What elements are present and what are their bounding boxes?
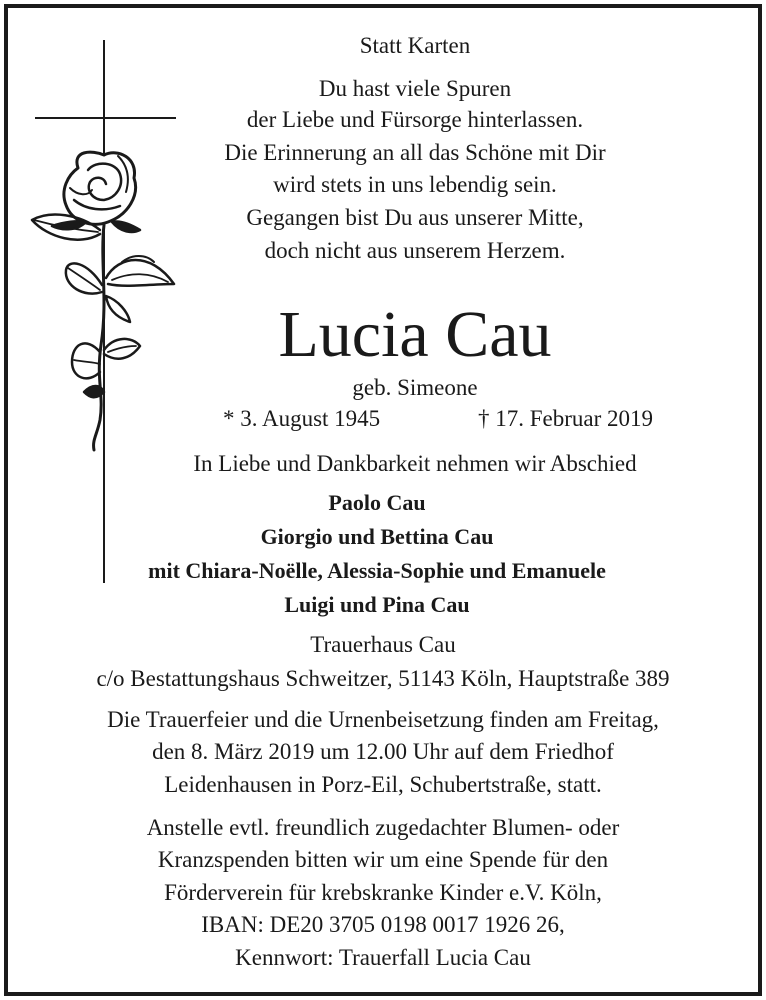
donation-line: Kennwort: Trauerfall Lucia Cau (235, 945, 531, 970)
poem-line: der Liebe und Fürsorge hinterlassen. (246, 107, 584, 132)
poem-line: Gegangen bist Du aus unserer Mitte, (246, 205, 584, 230)
deceased-name: Lucia Cau (278, 298, 552, 371)
mourner-line: mit Chiara-Noëlle, Alessia-Sophie und Emanuele (148, 558, 606, 583)
mourner-line: Giorgio und Bettina Cau (260, 524, 494, 549)
ceremony-line: den 8. März 2019 um 12.00 Uhr auf dem Friedhof (152, 739, 614, 764)
donation-line: Förderverein für krebskranke Kinder e.V. Köln, (164, 880, 602, 905)
donation-line: Kranzspenden bitten wir um eine Spende für den (157, 847, 609, 872)
mourner-line: Paolo Cau (328, 490, 426, 515)
poem-line: Die Erinnerung an all das Schöne mit Dir (224, 140, 606, 165)
heading: Statt Karten (359, 33, 471, 58)
poem-line: Du hast viele Spuren (318, 76, 512, 101)
donation-line: IBAN: DE20 3705 0198 0017 1926 26, (201, 912, 565, 937)
address-line: Trauerhaus Cau (310, 632, 456, 657)
birth-date: * 3. August 1945 (223, 406, 381, 431)
donation-line: Anstelle evtl. freundlich zugedachter Blumen- oder (146, 815, 620, 840)
poem-line: wird stets in uns lebendig sein. (273, 172, 557, 197)
ceremony-line: Leidenhausen in Porz-Eil, Schubertstraße, statt. (164, 772, 602, 797)
farewell-text: In Liebe und Dankbarkeit nehmen wir Abschied (193, 451, 637, 476)
maiden-name: geb. Simeone (352, 375, 478, 400)
poem-line: doch nicht aus unserem Herzem. (264, 238, 566, 263)
mourner-line: Luigi und Pina Cau (284, 592, 470, 617)
ceremony-line: Die Trauerfeier und die Urnenbeisetzung finden am Freitag, (107, 707, 659, 732)
death-date: † 17. Februar 2019 (478, 406, 654, 431)
address-line: c/o Bestattungshaus Schweitzer, 51143 Köln, Hauptstraße 389 (96, 666, 670, 691)
